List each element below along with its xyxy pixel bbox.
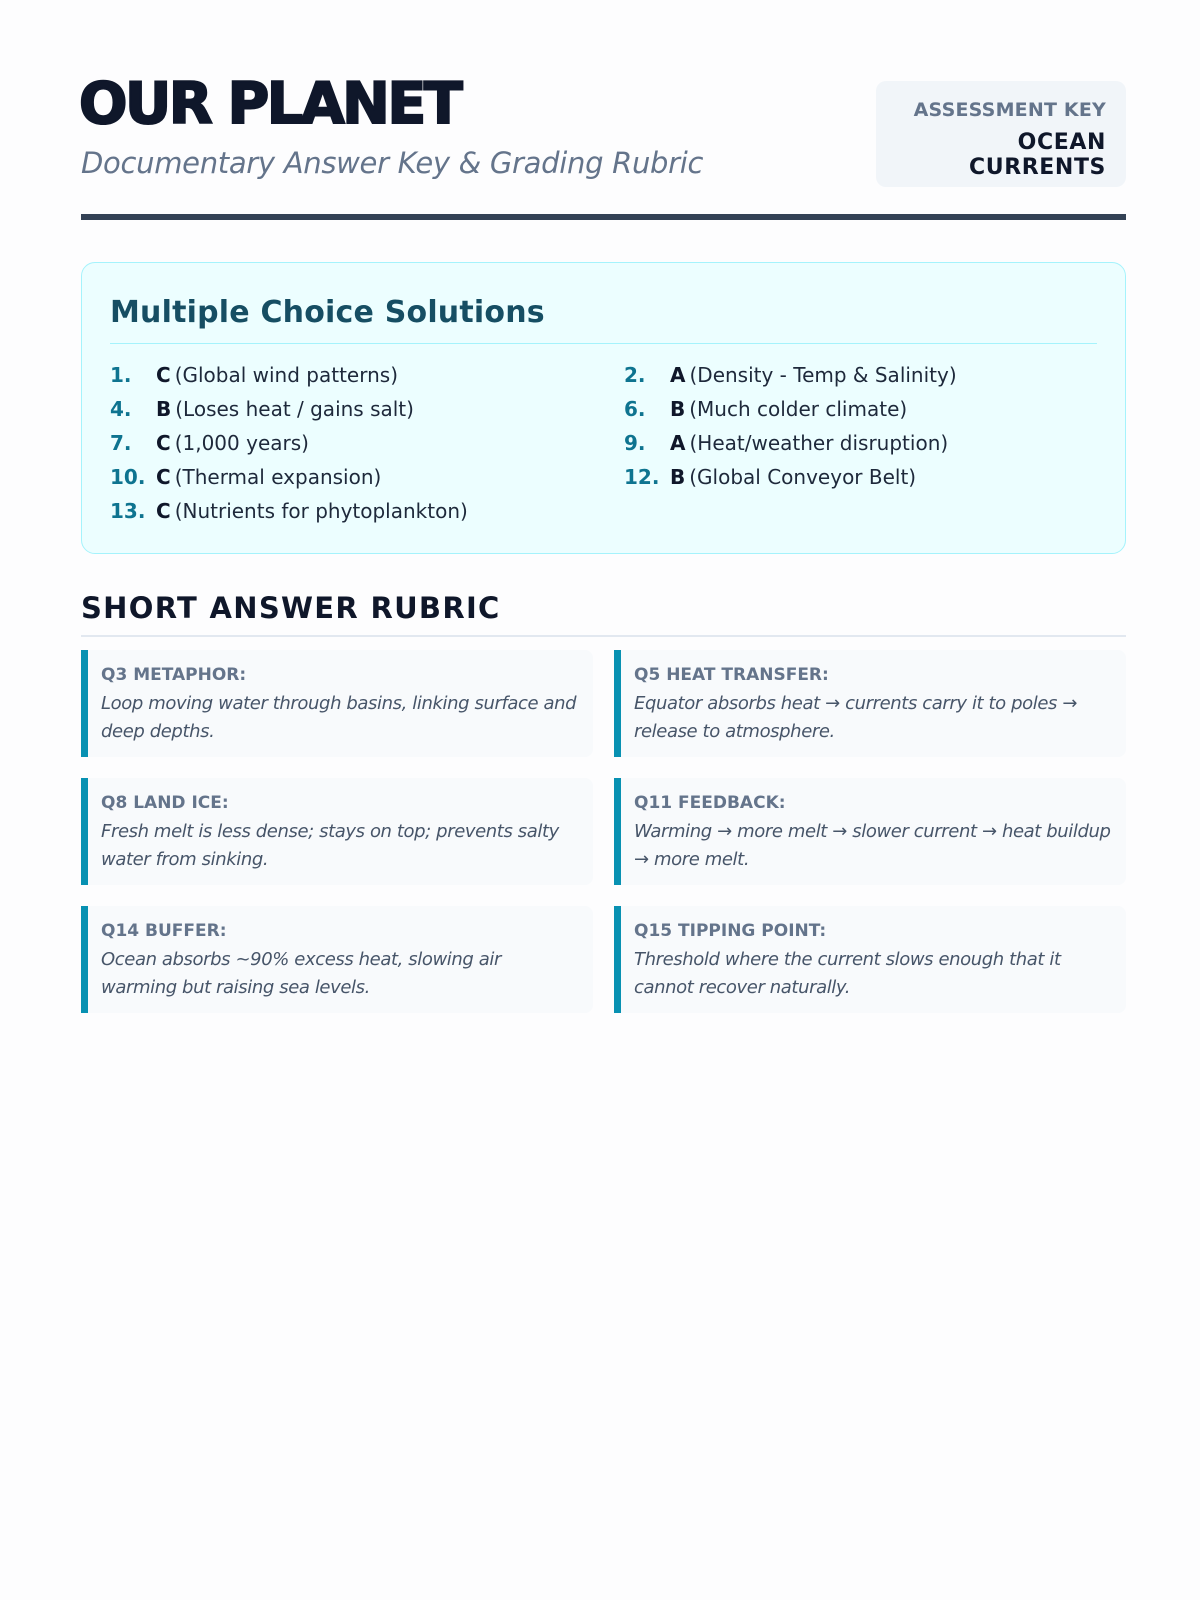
mc-answer-letter: B — [670, 465, 686, 489]
mc-answer-description: (Global wind patterns) — [174, 363, 398, 387]
mc-question-number: 12. — [624, 465, 660, 489]
mc-answer-letter: B — [670, 397, 686, 421]
mc-answer-item — [624, 392, 1094, 426]
multiple-choice-panel — [81, 262, 1126, 554]
mc-question-number: 2. — [624, 363, 646, 387]
page-subtitle: Documentary Answer Key & Grading Rubric — [81, 146, 704, 180]
rubric-card-text: Fresh melt is less dense; stays on top; prevents salty water from sinking. — [101, 821, 559, 870]
rubric-card-text: Ocean absorbs ~90% excess heat, slowing air warming but raising sea levels. — [101, 949, 501, 998]
mc-answer-letter: B — [156, 397, 172, 421]
multiple-choice-heading: Multiple Choice Solutions — [110, 295, 545, 330]
mc-answer-item — [110, 460, 624, 494]
short-answer-rubric — [81, 650, 1126, 1013]
mc-answer-description: (Nutrients for phytoplankton) — [174, 499, 468, 523]
mc-answer-letter: A — [670, 431, 686, 455]
rubric-card-label: Q8 LAND ICE: — [101, 793, 229, 813]
assessment-key-label: ASSESSMENT KEY — [913, 99, 1106, 121]
rubric-card — [81, 906, 593, 1013]
mc-answer-item — [110, 426, 624, 460]
mc-answer-description: (Heat/weather disruption) — [689, 431, 949, 455]
rubric-card-label: Q3 METAPHOR: — [101, 665, 247, 685]
mc-question-number: 13. — [110, 499, 146, 523]
mc-question-number: 10. — [110, 465, 146, 489]
mc-answer-letter: C — [156, 499, 171, 523]
rubric-card — [81, 650, 593, 757]
multiple-choice-list — [110, 358, 1097, 528]
answer-key-page — [79, 71, 1126, 998]
rubric-card-text: Warming → more melt → slower current → heat buildup → more melt. — [634, 821, 1111, 870]
rubric-card — [614, 650, 1126, 757]
mc-answer-item — [110, 392, 624, 426]
mc-answer-letter: C — [156, 363, 171, 387]
mc-answer-description: (Density - Temp & Salinity) — [689, 363, 957, 387]
rubric-card-text: Loop moving water through basins, linking surface and deep depths. — [101, 693, 577, 742]
rubric-card — [614, 906, 1126, 1013]
mc-answer-letter: C — [156, 465, 171, 489]
header-divider — [81, 214, 1126, 220]
mc-answer-item — [624, 358, 1094, 392]
mc-answer-letter: A — [670, 363, 686, 387]
short-answer-heading: SHORT ANSWER RUBRIC — [81, 591, 501, 625]
mc-question-number: 1. — [110, 363, 132, 387]
mc-answer-description: (Thermal expansion) — [174, 465, 382, 489]
rubric-card — [81, 778, 593, 885]
mc-answer-description: (1,000 years) — [174, 431, 309, 455]
multiple-choice-divider — [110, 343, 1097, 344]
mc-answer-description: (Loses heat / gains salt) — [175, 397, 414, 421]
rubric-card — [614, 778, 1126, 885]
mc-answer-item — [624, 460, 1094, 494]
mc-answer-item — [624, 426, 1094, 460]
mc-answer-description: (Much colder climate) — [689, 397, 908, 421]
rubric-card-label: Q14 BUFFER: — [101, 921, 227, 941]
rubric-card-label: Q15 TIPPING POINT: — [634, 921, 827, 941]
rubric-card-label: Q5 HEAT TRANSFER: — [634, 665, 829, 685]
page-header — [79, 71, 1126, 220]
mc-answer-description: (Global Conveyor Belt) — [689, 465, 917, 489]
rubric-card-text: Threshold where the current slows enough that it cannot recover naturally. — [634, 949, 1061, 998]
mc-answer-item — [110, 494, 624, 528]
page-title: OUR PLANET — [79, 71, 461, 137]
mc-answer-item — [110, 358, 624, 392]
rubric-card-label: Q11 FEEDBACK: — [634, 793, 786, 813]
short-answer-divider — [81, 635, 1126, 637]
mc-question-number: 7. — [110, 431, 132, 455]
assessment-key-badge — [876, 81, 1126, 187]
mc-question-number: 4. — [110, 397, 132, 421]
mc-question-number: 6. — [624, 397, 646, 421]
mc-question-number: 9. — [624, 431, 646, 455]
rubric-card-text: Equator absorbs heat → currents carry it to poles → release to atmosphere. — [634, 693, 1078, 742]
mc-answer-letter: C — [156, 431, 171, 455]
assessment-key-topic: OCEAN CURRENTS — [969, 130, 1106, 180]
